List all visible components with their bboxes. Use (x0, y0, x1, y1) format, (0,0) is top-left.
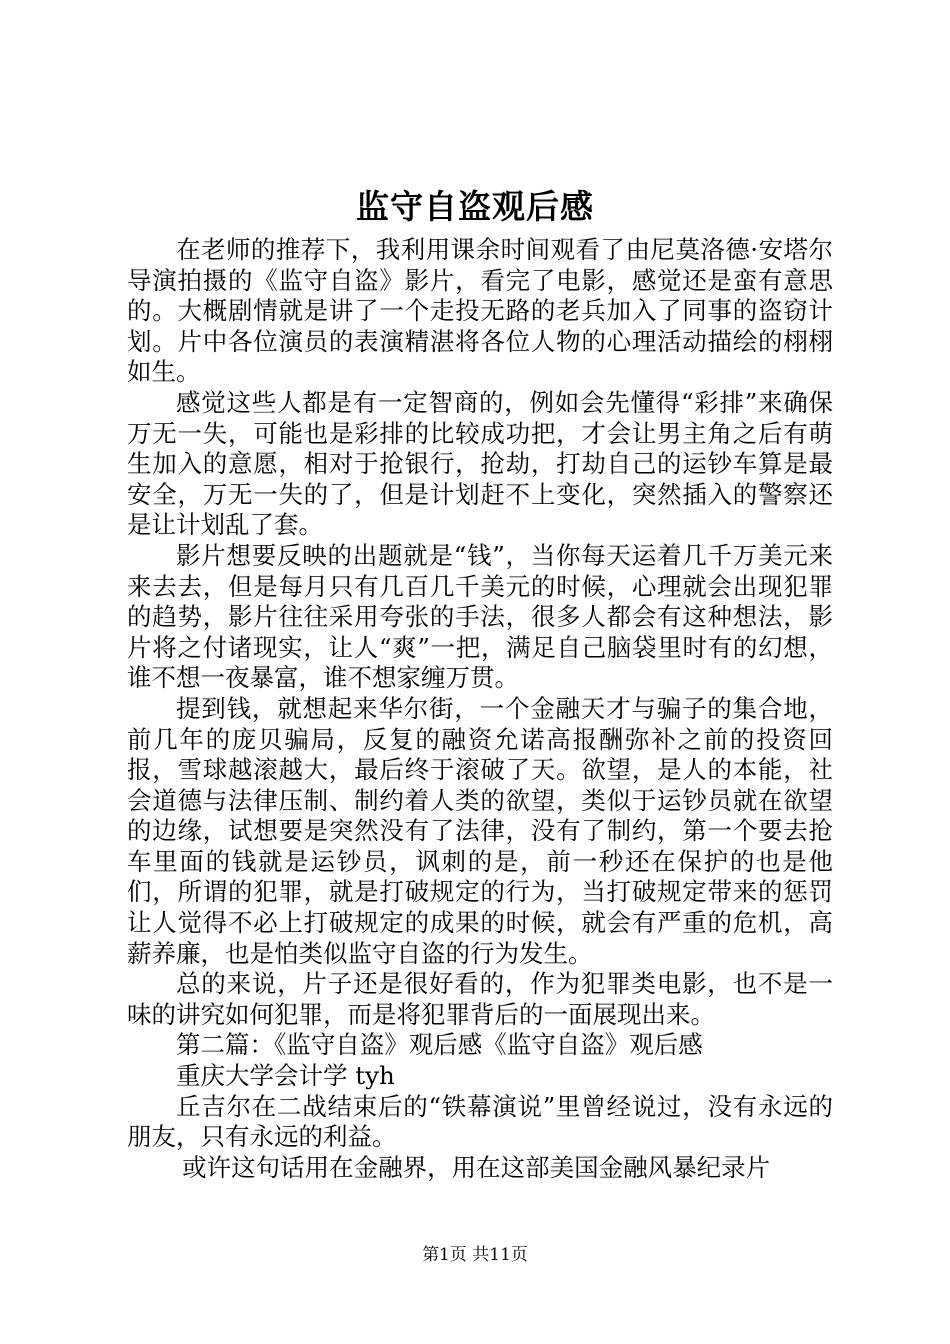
paragraph-money-theme: 影片想要反映的出题就是“钱”，当你每天运着几千万美元来来去去，但是每月只有几百几千美元的时候，心理就会出现犯罪的趋势，影片往往采用夸张的手法，很多人都会有这种想法，影片将之付诸现实，让人“爽”一把，满足自己脑袋里时有的幻想，谁不想一夜暴富，谁不想家缠万贯。 (127, 540, 833, 693)
author-line: 重庆大学会计学 tyh (176, 1061, 395, 1091)
document-title: 监守自盗观后感 (356, 187, 594, 226)
paragraph-financial-crisis: 或许这句话用在金融界，用在这部美国金融风暴纪录片 (182, 1152, 771, 1182)
paragraph-conclusion: 总的来说，片子还是很好看的，作为犯罪类电影，也不是一味的讲究如何犯罪，而是将犯罪背后的一面展现出来。 (127, 969, 833, 1029)
paragraph-intro: 在老师的推荐下，我利用课余时间观看了由尼莫洛德·安塔尔导演拍摄的《监守自盗》影片，看完了电影，感觉还是蛮有意思的。大概剧情就是讲了一个走投无路的老兵加入了同事的盗窃计划。片中各位演员的表演精湛将各位人物的心理活动描绘的栩栩如生。 (127, 235, 833, 387)
page-number-footer: 第1页 共11页 (422, 1245, 528, 1265)
paragraph-rehearsal: 感觉这些人都是有一定智商的，例如会先懂得“彩排”来确保万无一失，可能也是彩排的比较成功把，才会让男主角之后有萌生加入的意愿，相对于抢银行，抢劫，打劫自己的运钞车算是最安全，万无一失的了，但是计划赶不上变化，突然插入的警察还是让计划乱了套。 (127, 387, 833, 540)
paragraph-churchill-quote: 丘吉尔在二战结束后的“铁幕演说”里曾经说过，没有永远的朋友，只有永远的利益。 (127, 1091, 833, 1152)
section-heading-second-essay: 第二篇：《监守自盗》观后感《监守自盗》观后感 (176, 1030, 703, 1060)
paragraph-wall-street: 提到钱，就想起来华尔街，一个金融天才与骗子的集合地，前几年的庞贝骗局，反复的融资允诺高报酬弥补之前的投资回报，雪球越滚越大，最后终于滚破了天。欲望，是人的本能，社会道德与法律压制、制约着人类的欲望，类似于运钞员就在欲望的边缘，试想要是突然没有了法律，没有了制约，第一个要去抢车里面的钱就是运钞员，讽刺的是，前一秒还在保护的也是他们，所谓的犯罪，就是打破规定的行为，当打破规定带来的惩罚让人觉得不必上打破规定的成果的时候，就会有严重的危机，高薪养廉，也是怕类似监守自盗的行为发生。 (127, 693, 833, 968)
document-body (127, 235, 833, 1183)
